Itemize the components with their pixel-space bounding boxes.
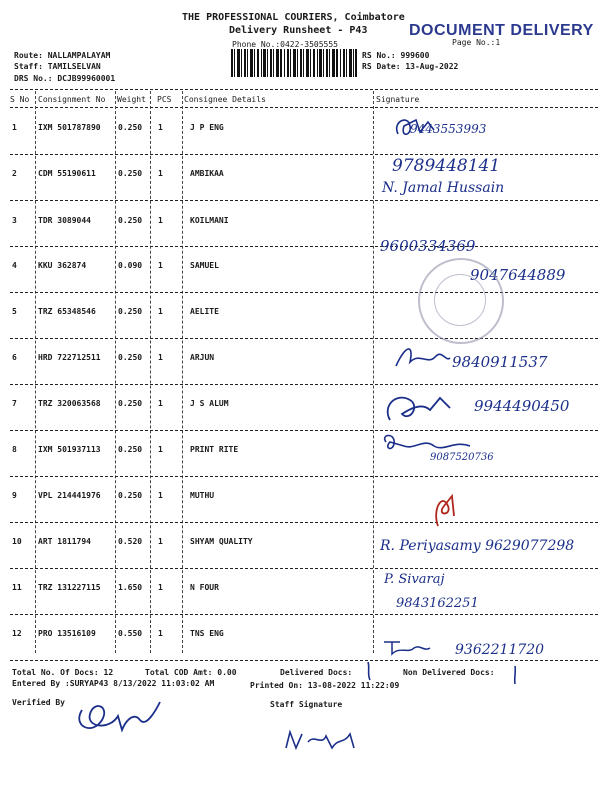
cell-consignee: TNS ENG — [190, 629, 224, 638]
cell-sno: 5 — [12, 307, 17, 316]
total-cod-amount: Total COD Amt: 0.00 — [145, 668, 237, 677]
non-delivered-docs: Non Delivered Docs: — [403, 668, 495, 677]
cell-pcs: 1 — [158, 491, 163, 500]
verified-by-label: Verified By — [12, 698, 65, 707]
cell-consignment: TRZ 131227115 — [38, 583, 101, 592]
printed-on: Printed On: 13-08-2022 11:22:09 — [250, 681, 400, 690]
cell-pcs: 1 — [158, 399, 163, 408]
cell-pcs: 1 — [158, 123, 163, 132]
signature-phone: 9087520736 — [430, 452, 494, 463]
cell-sno: 1 — [12, 123, 17, 132]
row-separator — [10, 292, 598, 293]
signature-scribble — [428, 486, 464, 530]
document-delivery-stamp: DOCUMENT DELIVERY — [409, 22, 594, 39]
table-row — [0, 421, 600, 471]
cell-consignee: J S ALUM — [190, 399, 229, 408]
staff-signature — [282, 722, 362, 756]
rs-date: RS Date: 13-Aug-2022 — [362, 62, 459, 71]
cell-consignment: CDM 55190611 — [38, 169, 96, 178]
signature-phone: 9047644889 — [470, 266, 566, 284]
signature-name: N. Jamal Hussain — [382, 180, 505, 196]
cell-weight: 0.250 — [118, 307, 143, 316]
col-header-sno: S No — [10, 95, 30, 104]
non-delivered-tick-mark — [510, 664, 520, 686]
signature-phone: 9789448141 — [392, 156, 501, 176]
cell-pcs: 1 — [158, 445, 163, 454]
cell-consignment: IXM 501787890 — [38, 123, 101, 132]
cell-weight: 1.650 — [118, 583, 143, 592]
cell-consignment: TRZ 320063568 — [38, 399, 101, 408]
cell-consignment: TRZ 65348546 — [38, 307, 96, 316]
row-separator — [10, 430, 598, 431]
cell-consignee: SHYAM QUALITY — [190, 537, 253, 546]
cell-consignee: PRINT RITE — [190, 445, 239, 454]
row-separator — [10, 384, 598, 385]
row-separator — [10, 246, 598, 247]
signature-phone: 9362211720 — [455, 642, 545, 658]
cell-consignment: IXM 501937113 — [38, 445, 101, 454]
cell-weight: 0.250 — [118, 123, 143, 132]
phone-number: Phone No.:0422-3505555 — [232, 40, 338, 49]
cell-sno: 3 — [12, 216, 17, 225]
cell-weight: 0.250 — [118, 491, 143, 500]
signature-scribble — [392, 340, 452, 374]
cell-consignee: ARJUN — [190, 353, 215, 362]
delivered-docs: Delivered Docs: — [280, 668, 353, 677]
cell-sno: 11 — [12, 583, 22, 592]
table-top-rule — [10, 89, 598, 90]
cell-weight: 0.250 — [118, 169, 143, 178]
cell-consignee: AELITE — [190, 307, 219, 316]
company-seal-stamp — [418, 258, 504, 344]
signature-name: P. Sivaraj — [384, 572, 445, 587]
drs-number: DRS No.: DCJB99960001 — [14, 74, 116, 83]
row-separator — [10, 154, 598, 155]
cell-consignment: ART 1811794 — [38, 537, 91, 546]
row-separator — [10, 338, 598, 339]
route-label: Route: NALLAMPALAYAM — [14, 51, 111, 60]
cell-weight: 0.250 — [118, 445, 143, 454]
signature-phone: 9944490450 — [474, 397, 570, 415]
company-name: THE PROFESSIONAL COURIERS, Coimbatore — [182, 12, 405, 23]
cell-consignee: N FOUR — [190, 583, 219, 592]
entered-by: Entered By :SURYAP43 8/13/2022 11:03:02 AM — [12, 679, 215, 688]
col-header-consignment: Consignment No — [38, 95, 106, 104]
table-row — [0, 283, 600, 333]
table-row — [0, 99, 600, 149]
row-separator — [10, 200, 598, 201]
row-separator — [10, 522, 598, 523]
cell-weight: 0.520 — [118, 537, 143, 546]
cell-sno: 7 — [12, 399, 17, 408]
cell-pcs: 1 — [158, 169, 163, 178]
cell-pcs: 1 — [158, 537, 163, 546]
staff-label: Staff: TAMILSELVAN — [14, 62, 101, 71]
cell-consignee: SAMUEL — [190, 261, 219, 270]
col-header-pcs: PCS — [157, 95, 172, 104]
cell-sno: 10 — [12, 537, 22, 546]
page-number: Page No.:1 — [452, 38, 501, 47]
cell-pcs: 1 — [158, 307, 163, 316]
delivered-tick-mark — [364, 660, 374, 682]
row-separator — [10, 568, 598, 569]
cell-weight: 0.090 — [118, 261, 143, 270]
cell-sno: 8 — [12, 445, 17, 454]
table-row — [0, 145, 600, 195]
cell-weight: 0.250 — [118, 399, 143, 408]
table-bottom-rule — [10, 660, 598, 661]
cell-consignment: PRO 13516109 — [38, 629, 96, 638]
cell-consignment: HRD 722712511 — [38, 353, 101, 362]
verifier-signature — [66, 690, 164, 742]
cell-pcs: 1 — [158, 583, 163, 592]
signature-scribble — [380, 636, 432, 658]
signature-name: R. Periyasamy 9629077298 — [380, 538, 575, 554]
cell-weight: 0.550 — [118, 629, 143, 638]
col-header-signature: Signature — [376, 95, 420, 104]
cell-sno: 9 — [12, 491, 17, 500]
cell-pcs: 1 — [158, 353, 163, 362]
row-separator — [10, 476, 598, 477]
col-header-consignee: Consignee Details — [184, 95, 266, 104]
signature-phone: 9840911537 — [452, 353, 548, 371]
barcode — [231, 49, 357, 77]
cell-consignment: KKU 362874 — [38, 261, 87, 270]
cell-sno: 6 — [12, 353, 17, 362]
cell-sno: 4 — [12, 261, 17, 270]
table-row — [0, 467, 600, 517]
cell-consignment: VPL 214441976 — [38, 491, 101, 500]
signature-phone: 9600334369 — [380, 237, 476, 255]
signature-phone: 9843162251 — [396, 596, 479, 611]
table-row — [0, 559, 600, 609]
row-separator — [10, 614, 598, 615]
cell-consignee: J P ENG — [190, 123, 224, 132]
cell-sno: 2 — [12, 169, 17, 178]
cell-weight: 0.250 — [118, 353, 143, 362]
cell-pcs: 1 — [158, 216, 163, 225]
cell-consignee: AMBIKAA — [190, 169, 224, 178]
signature-phone: 9443553993 — [410, 122, 487, 136]
cell-consignment: TDR 3089044 — [38, 216, 91, 225]
runsheet-title: Delivery Runsheet - P43 — [229, 25, 368, 36]
cell-weight: 0.250 — [118, 216, 143, 225]
rs-number: RS No.: 999600 — [362, 51, 430, 60]
cell-sno: 12 — [12, 629, 22, 638]
cell-pcs: 1 — [158, 629, 163, 638]
cell-consignee: KOILMANI — [190, 216, 229, 225]
staff-signature-label: Staff Signature — [270, 700, 343, 709]
col-header-weight: Weight — [117, 95, 146, 104]
cell-pcs: 1 — [158, 261, 163, 270]
cell-consignee: MUTHU — [190, 491, 215, 500]
signature-scribble — [380, 386, 470, 430]
total-docs: Total No. Of Docs: 12 — [12, 668, 114, 677]
